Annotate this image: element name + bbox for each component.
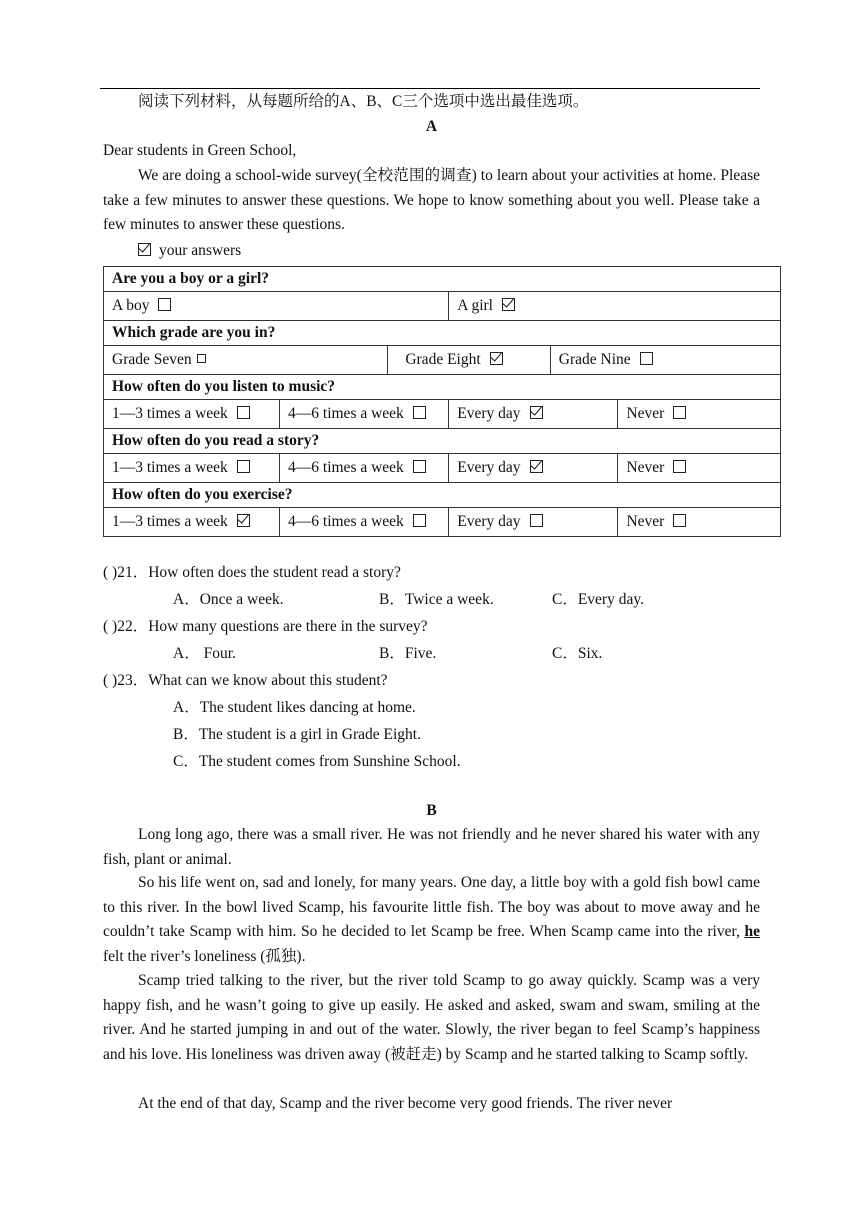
question-stem: ( )21．How often does the student read a story?: [103, 564, 401, 581]
survey-option: Grade Eight: [388, 346, 550, 375]
survey-option: 4—6 times a week: [280, 454, 449, 483]
survey-option: Every day: [449, 454, 618, 483]
survey-option: Grade Seven: [104, 346, 388, 375]
letter-greeting: Dear students in Green School,: [103, 142, 297, 159]
survey-option: Every day: [449, 508, 618, 537]
checkbox-empty-icon: [197, 354, 206, 363]
answer-option: B．Twice a week.: [379, 591, 494, 608]
answer-option: A． Four.: [173, 645, 236, 662]
story-paragraph: Long long ago, there was a small river. He was not friendly and he never shared his water with any fish, plant or animal.: [103, 826, 760, 868]
survey-question: Are you a boy or a girl?: [104, 267, 781, 292]
checkbox-checked-icon: [237, 514, 250, 527]
checkbox-empty-icon: [413, 406, 426, 419]
answer-option: A．Once a week.: [173, 591, 284, 608]
survey-question: How often do you read a story?: [104, 429, 781, 454]
survey-option: Grade Nine: [550, 346, 780, 375]
survey-question: How often do you exercise?: [104, 483, 781, 508]
section-a-label: A: [425, 118, 438, 135]
question-stem: ( )23．What can we know about this student?: [103, 672, 388, 689]
survey-option: Every day: [449, 400, 618, 429]
checkbox-empty-icon: [158, 298, 171, 311]
letter-intro: We are doing a school-wide survey(全校范围的调查) to learn about your activities at home. Please take a few minutes to answer these questions. We hope to know something about you well. Please take a few minutes to answer these questions.: [103, 167, 760, 233]
story-paragraph: At the end of that day, Scamp and the river become very good friends. The river never: [138, 1095, 673, 1112]
checkbox-empty-icon: [673, 460, 686, 473]
survey-question: Which grade are you in?: [104, 321, 781, 346]
survey-option: 4—6 times a week: [280, 400, 449, 429]
checkbox-checked-icon: [530, 460, 543, 473]
checkbox-checked-icon: [530, 406, 543, 419]
checkbox-empty-icon: [673, 514, 686, 527]
checkbox-empty-icon: [530, 514, 543, 527]
survey-option: A girl: [449, 292, 781, 321]
story-paragraph: Scamp tried talking to the river, but the river told Scamp to go away quickly. Scamp was a very happy fish, and he wasn’t going to give up easily. He asked and asked, swam and swam, smiling at the river. And he started jumping in and out of the water. Slowly, the river began to feel Scamp’s happiness and his love. His loneliness was driven away (被赶走) by Scamp and he started talking to Scamp softly.: [103, 972, 760, 1063]
answer-option: C．Every day.: [552, 591, 644, 608]
instruction-text: 阅读下列材料，从每题所给的A、B、C三个选项中选出最佳选项。: [138, 93, 589, 110]
survey-option: 1—3 times a week: [104, 400, 280, 429]
survey-option: Never: [618, 400, 781, 429]
answer-option: A．The student likes dancing at home.: [173, 699, 416, 716]
header-rule: [100, 88, 760, 89]
checkbox-empty-icon: [640, 352, 653, 365]
checkbox-checked-icon: [138, 243, 151, 256]
answer-option: C．Six.: [552, 645, 603, 662]
question-stem: ( )22．How many questions are there in the survey?: [103, 618, 428, 635]
checkbox-empty-icon: [237, 406, 250, 419]
checkbox-empty-icon: [673, 406, 686, 419]
survey-option: Never: [618, 508, 781, 537]
section-b-label: B: [426, 802, 437, 819]
checkbox-checked-icon: [490, 352, 503, 365]
answer-option: B．Five.: [379, 645, 437, 662]
story-paragraph: So his life went on, sad and lonely, for many years. One day, a little boy with a gold fish bowl came to this river. In the bowl lived Scamp, his favourite little fish. The boy was about to move away and he couldn’t take Scamp with him. So he decided to let Scamp be free. When Scamp came into the river, he felt the river’s loneliness (孤独).: [103, 874, 760, 965]
answer-legend: your answers: [103, 239, 760, 264]
checkbox-empty-icon: [413, 514, 426, 527]
checkbox-checked-icon: [502, 298, 515, 311]
survey-question: How often do you listen to music?: [104, 375, 781, 400]
survey-option: A boy: [104, 292, 449, 321]
underlined-word: he: [744, 923, 760, 940]
answer-option: C．The student comes from Sunshine School.: [173, 753, 461, 770]
survey-table: [103, 266, 781, 537]
checkbox-empty-icon: [237, 460, 250, 473]
survey-option: 1—3 times a week: [104, 508, 280, 537]
survey-option: 4—6 times a week: [280, 508, 449, 537]
survey-option: 1—3 times a week: [104, 454, 280, 483]
checkbox-empty-icon: [413, 460, 426, 473]
survey-option: Never: [618, 454, 781, 483]
answer-option: B．The student is a girl in Grade Eight.: [173, 726, 421, 743]
